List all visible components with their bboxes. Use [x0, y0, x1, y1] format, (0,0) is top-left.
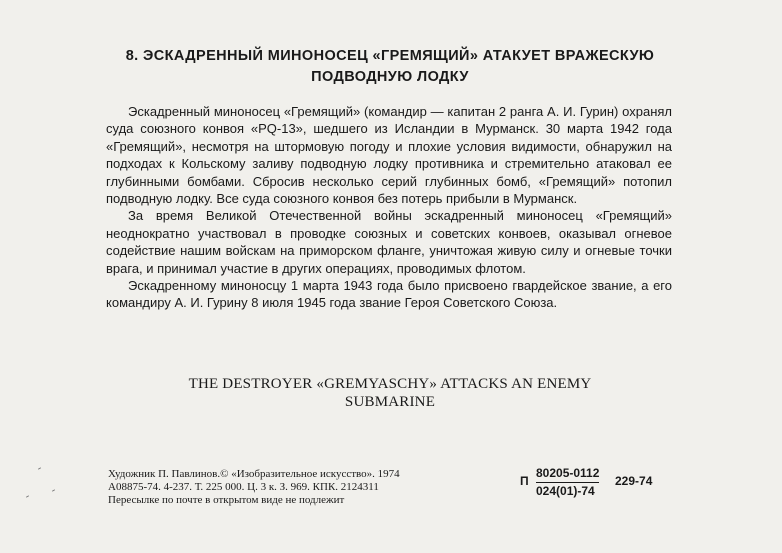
print-speck	[26, 495, 29, 497]
index-letter: П	[520, 474, 529, 488]
english-title-line-2: SUBMARINE	[344, 394, 436, 410]
index-fraction	[536, 466, 599, 499]
description-text	[106, 103, 672, 312]
paragraph-3: Эскадренному миноносцу 1 марта 1943 года было присвоено гвардейское звание, а его командиру А. И. Гурину 8 июля 1945 года звание Героя Советского Союза.	[106, 278, 672, 311]
card-title-line-1: 8. ЭСКАДРЕННЫЙ МИНОНОСЕЦ «ГРЕМЯЩИЙ» АТАКУЕТ ВРАЖЕСКУЮ	[125, 48, 655, 64]
paragraph-1: Эскадренный миноносец «Гремящий» (командир — капитан 2 ранга А. И. Гурин) охранял суда союзного конвоя «PQ-13», шедшего из Исландии в Мурманск. 30 марта 1942 года «Гремящий», несмотря на штормовую погоду и плохие условия видимости, обнаружил на подходах к Кольскому заливу подводную лодку противника и стремительно атаковал ее глубинными бомбами. Сбросив несколько серий глубинных бомб, «Гремящий» потопил подводную лодку. Все суда союзного конвоя без потерь прибыли в Мурманск.	[106, 104, 672, 207]
print-speck	[38, 467, 41, 469]
card-title	[60, 46, 720, 88]
index-numerator: 80205-0112	[536, 466, 599, 483]
imprint-line-3: Пересылке по почте в открытом виде не подлежит	[108, 494, 345, 506]
print-speck	[52, 489, 55, 491]
english-title	[100, 375, 680, 411]
english-title-line-1: THE DESTROYER «GREMYASCHY» ATTACKS AN ENEMY	[188, 376, 592, 392]
paragraph-2: За время Великой Отечественной войны эскадренный миноносец «Гремящий» неоднократно участвовал в проводке союзных и советских конвоев, оказывал огневое содействие нашим войскам на приморском фланге, уничтожая живую силу и огневые точки врага, и принимал участие в других операциях, проводимых флотом.	[106, 208, 672, 276]
publisher-imprint	[108, 468, 508, 507]
card-title-line-2: ПОДВОДНУЮ ЛОДКУ	[311, 69, 469, 85]
catalog-code: 229-74	[615, 474, 653, 488]
index-denominator: 024(01)-74	[536, 484, 595, 498]
imprint-line-2: А08875-74. 4-237. Т. 225 000. Ц. 3 к. З. 969. КПК. 2124311	[108, 481, 379, 493]
imprint-line-1: Художник П. Павлинов.© «Изобразительное искусство». 1974	[108, 468, 400, 480]
